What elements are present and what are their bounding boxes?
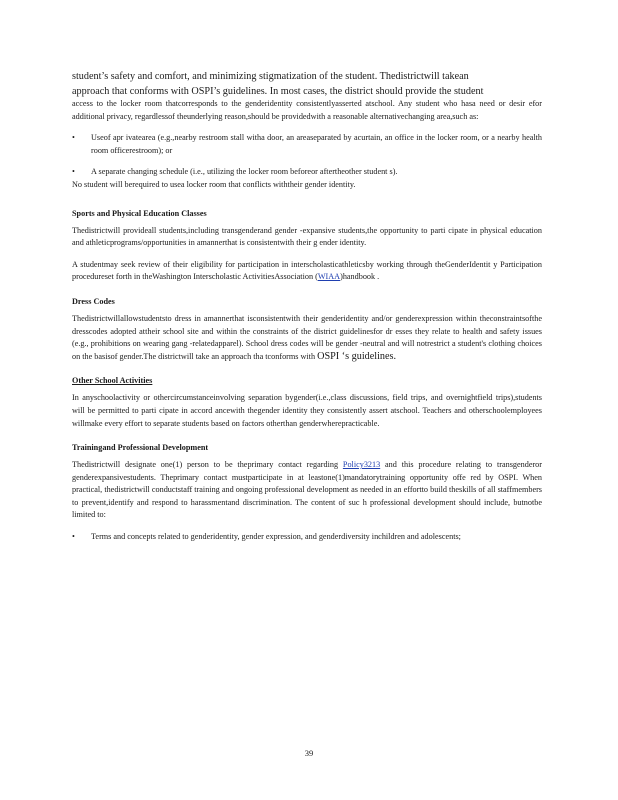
other-activities-heading: Other School Activities: [72, 376, 153, 386]
bullet-icon: •: [72, 167, 75, 177]
wiaa-link[interactable]: WIAA: [317, 272, 341, 282]
dress-heading: Dress Codes: [72, 296, 115, 306]
no-student-paragraph: No student will berequired to usea locker room that conflicts withtheir gender identity.: [72, 179, 356, 189]
other-activities-paragraph: In anyschoolactivity or othercircumstanceinvolving separation bygender(i.e.,class discussions, field trips, and overnightfield trips),students will be permitted to parti cipate in accord ancewith thegender identity they consistently assert atschool. Teachers and otherschoolemployees willmake every effort to separate students based on factors otherthan genderwherepracticable.: [72, 393, 542, 428]
sports-paragraph-1: Thedistrictwill provideall students,including transgenderand gender -expansive students,the opportunity to parti cipate in physical education and athleticprograms/opportunities in amannerthat is consistentwith their g ender identity.: [72, 225, 542, 248]
privacy-options-list: [72, 132, 542, 179]
list-item: • Terms and concepts related to genderidentity, gender expression, and genderdiversity inchildren and adolescents;: [72, 531, 542, 544]
policy-3213-link[interactable]: Policy3213: [342, 460, 381, 470]
bullet-icon: •: [72, 133, 75, 143]
sports-heading: Sports and Physical Education Classes: [72, 208, 207, 218]
list-item: • Useof apr ivatearea (e.g.,nearby restroom stall witha door, an areaseparated by acurtain, an office in the locker room, or a nearby health room officerestroom); or: [72, 133, 542, 155]
intro-line-1: student’s safety and comfort, and minimizing stigmatization of the student. Thedistrictwill takean: [72, 71, 469, 82]
document-page: [72, 70, 542, 553]
training-paragraph: Thedistrictwill designate one(1) person to be theprimary contact regarding Policy3213 and this procedure relating to transgenderor genderexpansivestudents. Theprimary contact mustparticipate in at leastone(1)mandatorytraining opportunity offe red by OSPI. When practical, thedistrictwill conductstaff training and ongoing professional development as needed in an effortto build theskills of all staffmembers to prevent,identify and respond to harassmentand discrimination. The content of suc h professional development should include, butnotbe limited to:: [72, 460, 542, 520]
sports-paragraph-2: A studentmay seek review of their eligibility for participation in interscholasticathleticsby working through theGenderIdentit y Participation procedureset forth in theWashington Interscholastic ActivitiesAssociation (WIAA)handbook .: [72, 259, 542, 282]
bullet-icon: •: [72, 532, 75, 542]
dress-paragraph: Thedistrictwillallowstudentsto dress in amannerthat isconsistentwith their genderidentity and/or genderexpression within theconstraintsofthe dresscodes adopted attheir school site and within the constraints of the district guidelinesfor dr esses they relate to health and safety issues (e.g., prohibitions on wearing gang -relatedapparel). School dress codes will be gender -neutral and will notrestrict a student's clothing choices on the basisof gender.The districtwill take an approach tha tconforms with OSPI ‘s guidelines.: [72, 313, 542, 362]
training-heading: Trainingand Professional Development: [72, 443, 209, 453]
page-number: 39: [304, 748, 314, 758]
training-topics-list: [72, 531, 542, 544]
list-item: • A separate changing schedule (i.e., utilizing the locker room beforeor aftertheother student s).: [72, 166, 542, 179]
intro-line-2: approach that conforms with OSPI’s guidelines. In most cases, the district should provide the student: [72, 86, 484, 97]
intro-body: access to the locker room thatcorresponds to the genderidentity consistentlyasserted atschool. Any student who hasa need or desir efor additional privacy, regardlessof theunderlying reason,should be providedwith a reasonable alternativechanging area,such as:: [72, 99, 542, 121]
